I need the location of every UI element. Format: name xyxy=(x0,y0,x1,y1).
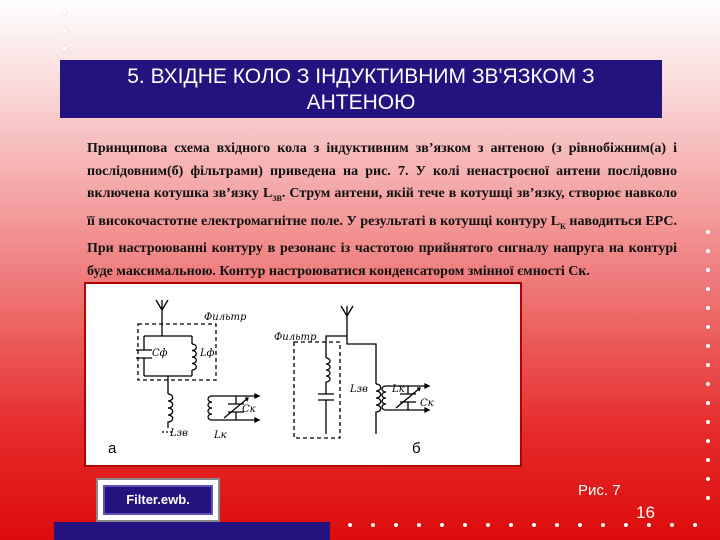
dot xyxy=(62,10,67,15)
figure-label-a: а xyxy=(108,440,117,457)
subscript-k: К xyxy=(560,221,566,231)
bottom-bar xyxy=(54,522,330,540)
dot xyxy=(555,523,559,527)
dot xyxy=(706,401,710,405)
label-filter-b: Фильтр xyxy=(274,332,317,343)
figure-label-b: б xyxy=(412,440,421,457)
filter-ewb-button[interactable] xyxy=(96,478,220,522)
lk-a-inductor xyxy=(208,396,212,420)
dot xyxy=(578,523,582,527)
dot xyxy=(62,28,67,33)
dot xyxy=(348,523,352,527)
decorative-dots-right xyxy=(706,230,710,515)
dot xyxy=(706,363,710,367)
label-ck-b: Cк xyxy=(420,398,434,409)
dot xyxy=(532,523,536,527)
dot xyxy=(706,496,710,500)
dot xyxy=(394,523,398,527)
dot xyxy=(706,287,710,291)
label-cf: Cф xyxy=(152,348,168,359)
dot xyxy=(706,344,710,348)
title-line-1: 5. ВХІДНЕ КОЛО З ІНДУКТИВНИМ ЗВ'ЯЗКОМ З xyxy=(127,65,595,88)
dot xyxy=(486,523,490,527)
circuit-figure xyxy=(84,282,522,467)
dot xyxy=(371,523,375,527)
dot xyxy=(601,523,605,527)
slide-title xyxy=(60,60,662,118)
dot xyxy=(62,46,67,51)
dot xyxy=(706,458,710,462)
dot xyxy=(509,523,513,527)
dot xyxy=(463,523,467,527)
body-text-part-3: наводиться ЕРС. При настроюванні контуру в резонанс із частотою прийнятого сигналу напруга на контурі буде максимальною. Контур настроюватися конденсатором змінної ємності Ск. xyxy=(87,213,678,279)
label-lzv-b: Lзв xyxy=(350,384,368,395)
filter-ewb-button-label: Filter.ewb. xyxy=(103,485,213,515)
figure-caption: Рис. 7 xyxy=(578,482,621,499)
filter-box-b xyxy=(294,342,340,438)
decorative-dots-bottom xyxy=(348,514,716,532)
subscript-zv: ЗВ xyxy=(272,193,282,203)
decorative-dots-left xyxy=(62,10,67,64)
dot xyxy=(624,523,628,527)
label-lf: Lф xyxy=(200,348,215,359)
circuit-diagram xyxy=(86,284,520,465)
body-paragraph xyxy=(87,138,677,283)
antenna-a-symbol xyxy=(156,300,168,324)
title-line-2: АНТЕНОЮ xyxy=(306,91,416,114)
dot xyxy=(670,523,674,527)
page-number: 16 xyxy=(636,503,655,522)
lzv-b-inductor xyxy=(376,384,381,434)
circuit-b xyxy=(294,306,429,438)
label-lk-a: Lк xyxy=(214,430,227,441)
dot xyxy=(440,523,444,527)
lf-b-inductor xyxy=(326,358,330,394)
dot xyxy=(706,382,710,386)
dot xyxy=(706,306,710,310)
antenna-b-symbol xyxy=(341,306,353,336)
dot xyxy=(706,268,710,272)
label-lzv-a: Lзв xyxy=(170,428,188,439)
dot xyxy=(706,439,710,443)
lzv-a-inductor xyxy=(168,394,173,428)
dot xyxy=(693,523,697,527)
dot xyxy=(417,523,421,527)
label-ck-a: Cк xyxy=(242,404,256,415)
label-filter-a: Фильтр xyxy=(204,312,247,323)
label-lk-b: Lк xyxy=(392,384,405,395)
dot xyxy=(647,523,651,527)
dot xyxy=(706,249,710,253)
lf-inductor xyxy=(192,344,196,370)
dot xyxy=(706,230,710,234)
body-text-part-1: Принципова схема вхідного кола з індуктивним зв’язком з антеною (з рівнобіжним(а) і послідовним(б) фільтрами) приведена на рис. 7. У колі ненастроєної антени послідовно включена котушка зв’язку L xyxy=(87,141,677,202)
cf-b-capacitor xyxy=(318,394,334,400)
dot xyxy=(706,477,710,481)
body-text-part-2: . Струм антени, якій тече в котушці зв’язку, створює навколо її високочастотне електромагнітне поле. У результаті в котушці контуру L xyxy=(87,186,677,229)
dot xyxy=(706,325,710,329)
lk-b-inductor xyxy=(382,386,386,410)
dot xyxy=(706,420,710,424)
